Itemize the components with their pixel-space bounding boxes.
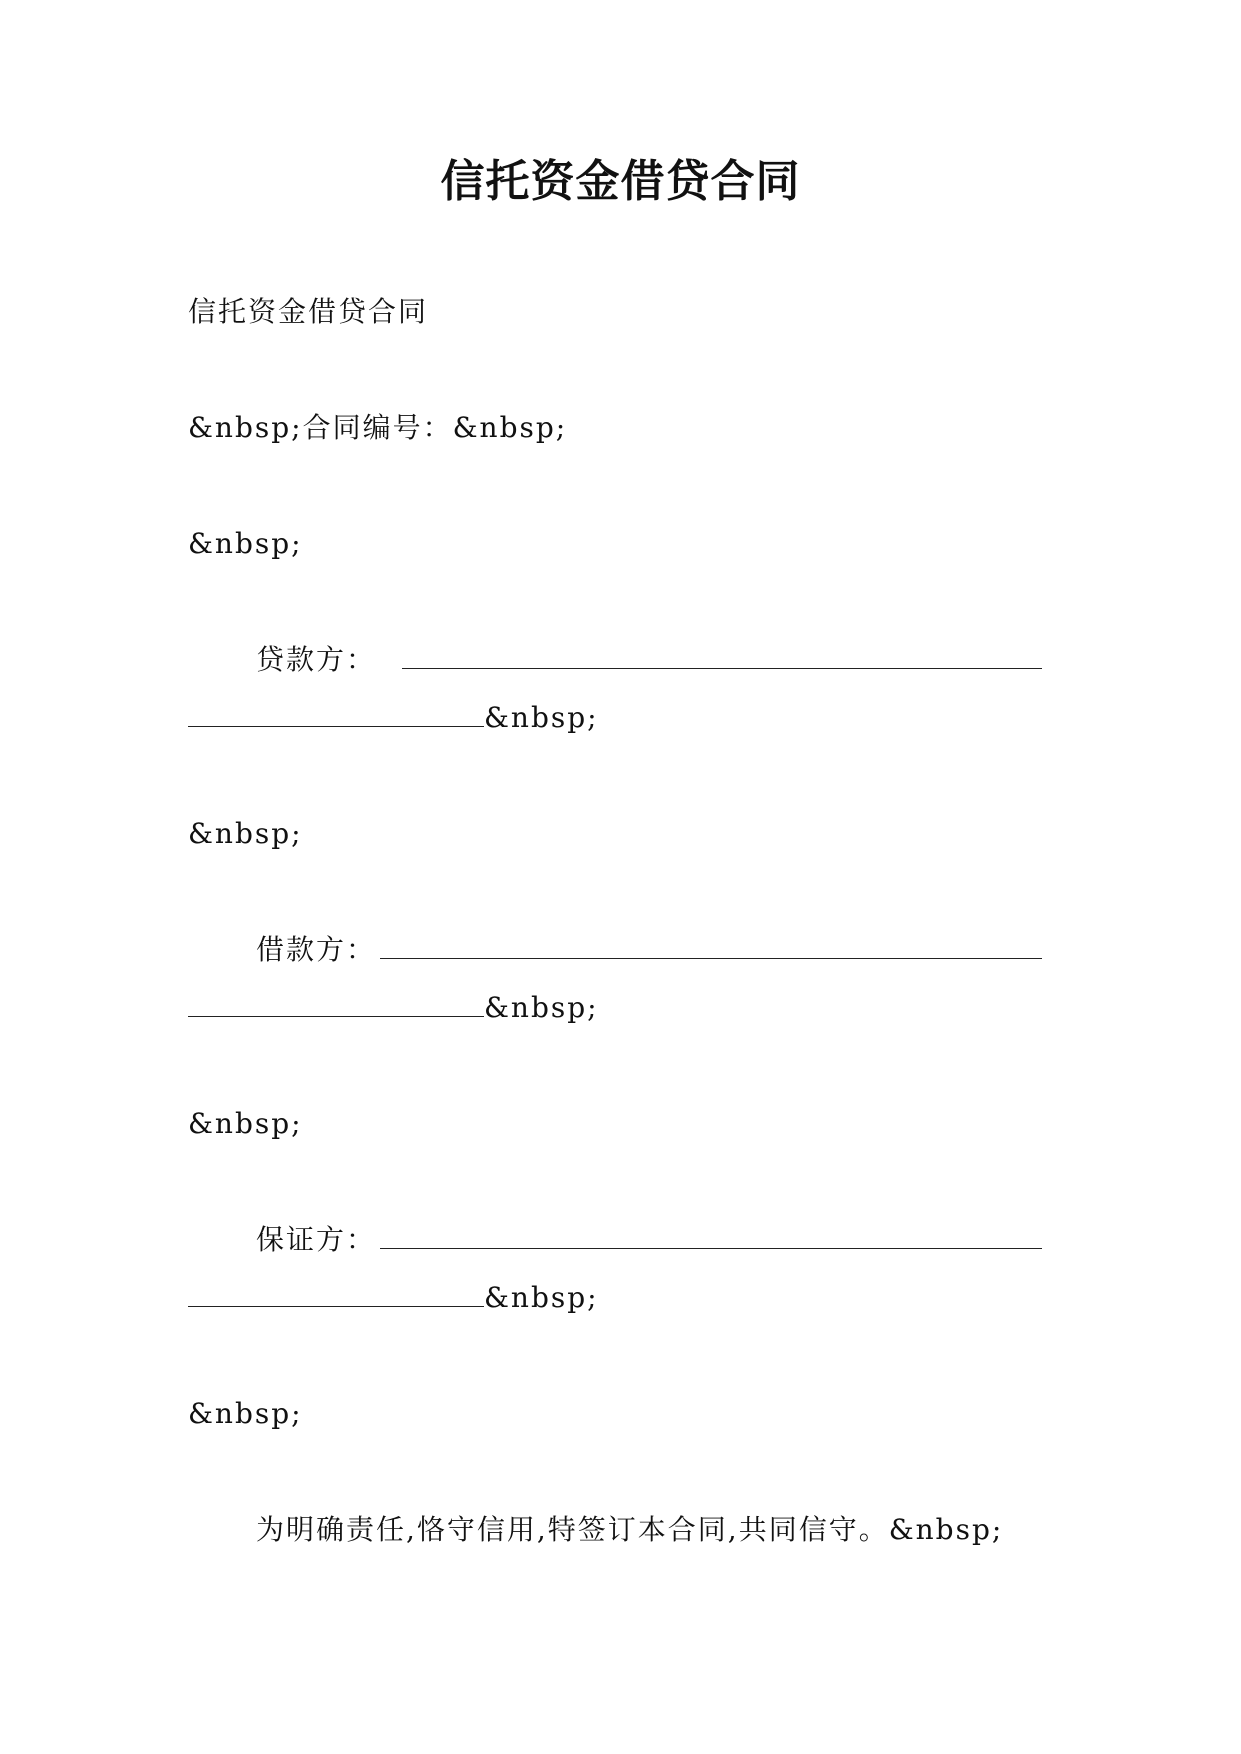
nbsp-line: &nbsp; bbox=[188, 1397, 303, 1430]
guarantor-field bbox=[256, 1220, 1054, 1260]
nbsp-line: &nbsp; bbox=[188, 1107, 303, 1140]
lender-label: 贷款方： bbox=[256, 643, 377, 676]
lender-tail: &nbsp; bbox=[484, 701, 599, 734]
guarantor-label: 保证方： bbox=[256, 1223, 377, 1256]
borrower-label: 借款方： bbox=[256, 933, 377, 966]
guarantor-blank[interactable] bbox=[380, 1222, 1042, 1249]
lender-blank-continued[interactable] bbox=[188, 700, 484, 727]
lender-field bbox=[256, 640, 1054, 680]
borrower-field-continued bbox=[188, 988, 1054, 1028]
guarantor-field-continued bbox=[188, 1278, 1054, 1318]
document-title: 信托资金借贷合同 bbox=[440, 156, 801, 207]
nbsp-line: &nbsp; bbox=[188, 817, 303, 850]
guarantor-blank-continued[interactable] bbox=[188, 1280, 484, 1307]
preamble-paragraph: 为明确责任,恪守信用,特签订本合同,共同信守。&nbsp; bbox=[256, 1513, 1004, 1546]
borrower-blank[interactable] bbox=[380, 932, 1042, 959]
borrower-tail: &nbsp; bbox=[484, 991, 599, 1024]
nbsp-line: &nbsp; bbox=[188, 527, 303, 560]
lender-field-continued bbox=[188, 698, 1054, 738]
contract-number-line: &nbsp;合同编号：&nbsp; bbox=[188, 411, 568, 444]
lender-blank[interactable] bbox=[402, 642, 1042, 669]
borrower-field bbox=[256, 930, 1054, 970]
borrower-blank-continued[interactable] bbox=[188, 990, 484, 1017]
document-subtitle: 信托资金借贷合同 bbox=[188, 295, 429, 328]
guarantor-tail: &nbsp; bbox=[484, 1281, 599, 1314]
